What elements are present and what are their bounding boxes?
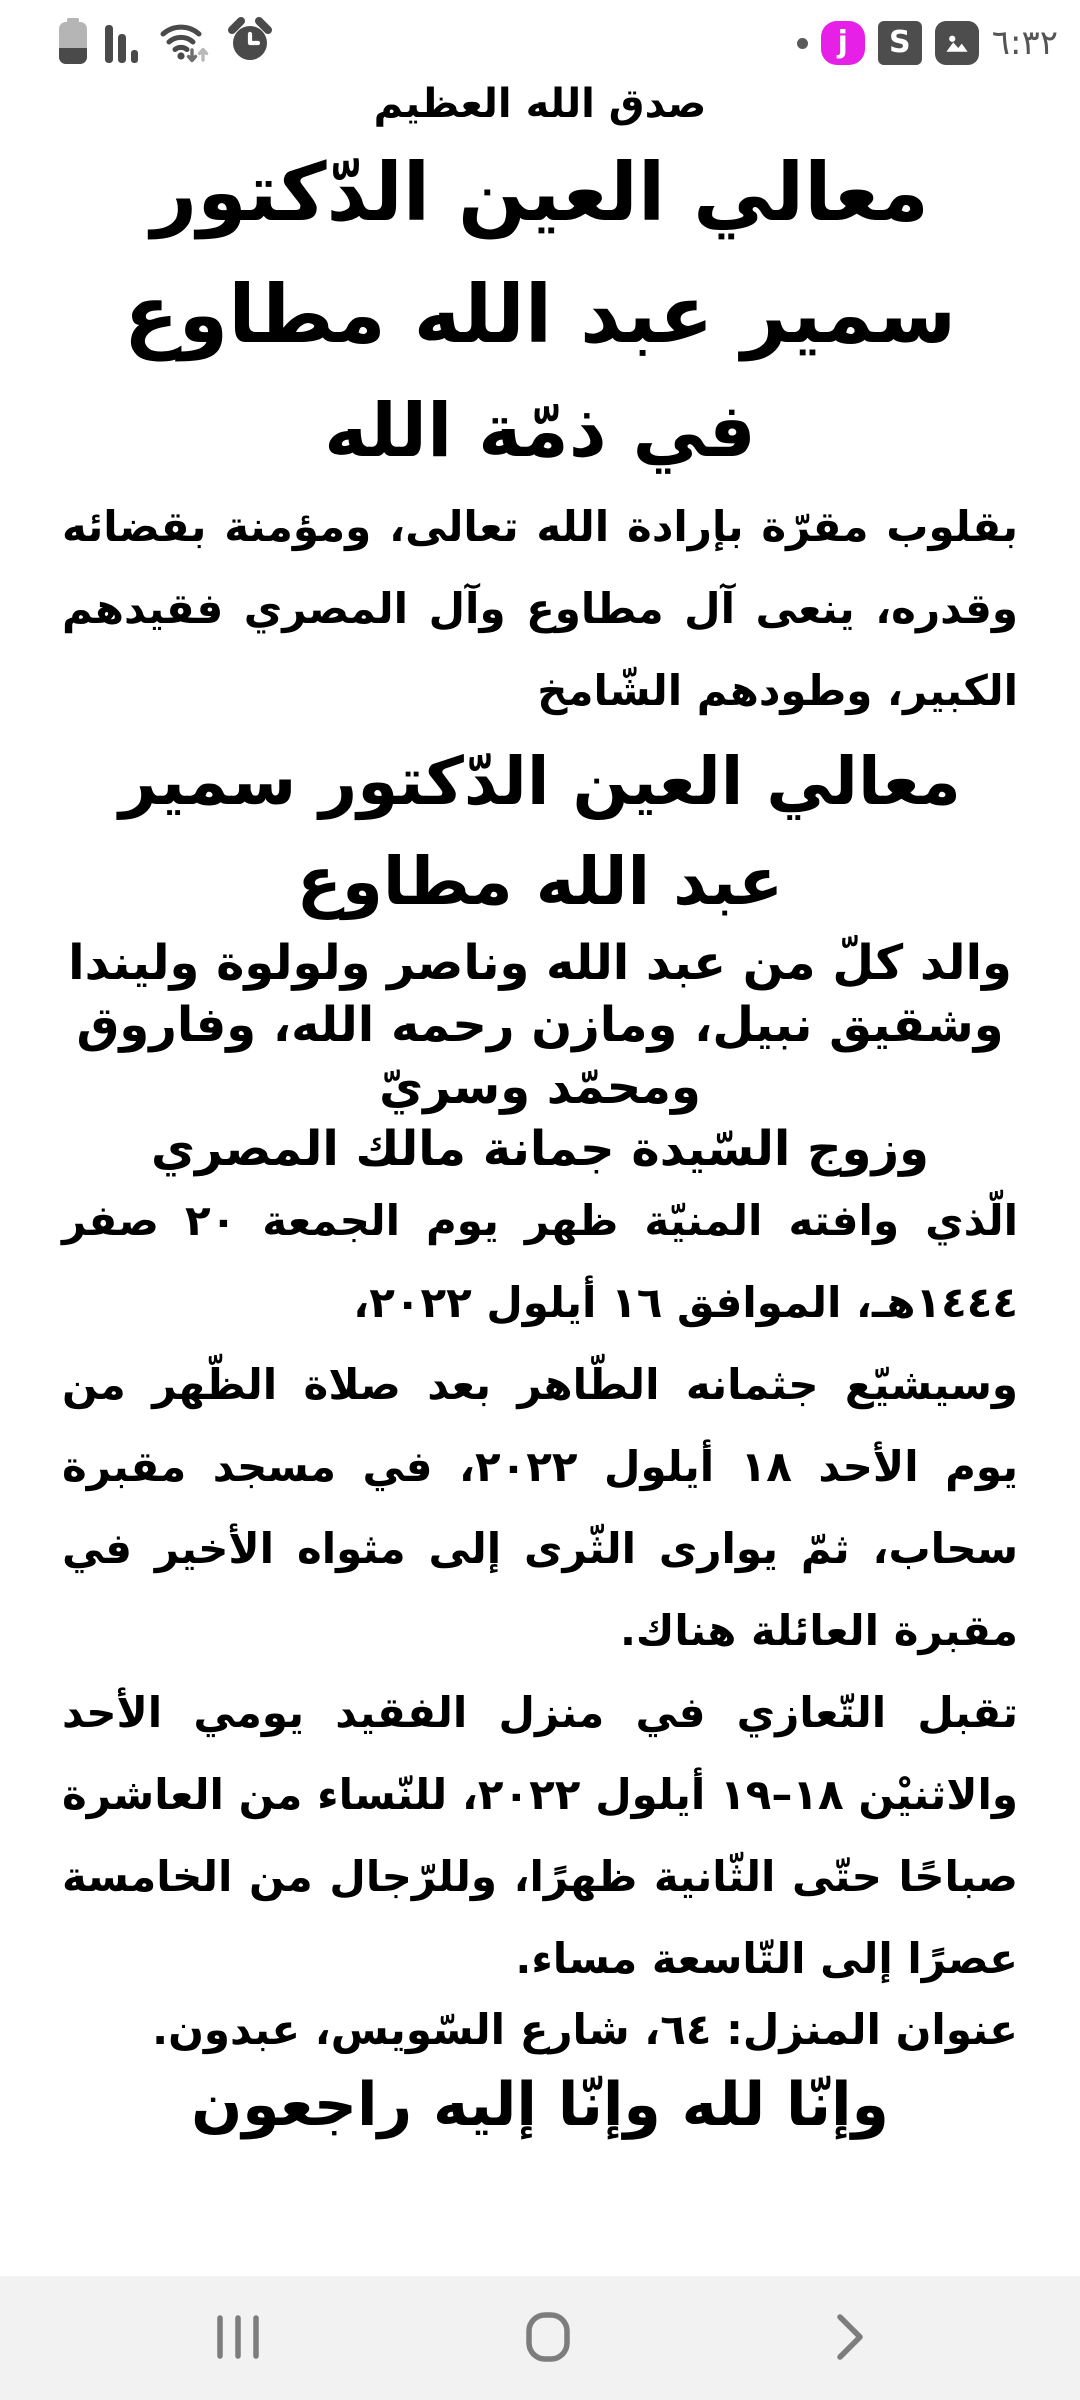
battery-icon — [56, 17, 90, 69]
home-button[interactable] — [525, 2311, 571, 2366]
android-navigation-bar — [0, 2276, 1080, 2400]
death-date-paragraph: الّذي وافته المنيّة ظهر يوم الجمعة ٢٠ صفر ١٤٤٤هـ، الموافق ١٦ أيلول ٢٠٢٢، — [62, 1196, 1018, 1327]
recents-icon — [212, 2313, 264, 2364]
status-bar-left-icons — [56, 17, 274, 69]
back-chevron-icon — [832, 2312, 868, 2365]
document-scroll-area[interactable] — [0, 76, 1080, 2276]
alarm-icon — [226, 17, 274, 69]
announcement-paragraph: بقلوب مقرّة بإرادة الله تعالى، ومؤمنة بقضائه وقدره، ينعى آل مطاوع وآل المصري فقيدهم الكبير، وطودهم الشّامخ — [62, 502, 1018, 715]
status-bar-right — [793, 21, 1060, 65]
gallery-notification-icon — [935, 21, 979, 65]
home-address-line: عنوان المنزل: ٦٤، شارع السّويس، عبدون. — [152, 2005, 1018, 2054]
funeral-details-paragraph: وسيشيّع جثمانه الطّاهر بعد صلاة الظّهر من يوم الأحد ١٨ أيلول ٢٠٢٢، في مسجد مقبرة سحاب، ثمّ يوارى الثّرى إلى مثواه الأخير في مقبرة العائلة هناك. — [62, 1360, 1018, 1655]
closing-verse-line: وإنّا لله وإنّا إليه راجعون — [191, 2070, 889, 2140]
back-button[interactable] — [832, 2312, 868, 2365]
in-gods-care-heading: في ذمّة الله — [324, 388, 756, 474]
j-badge-letter: j — [837, 25, 848, 60]
condolences-schedule-paragraph: تقبل التّعازي في منزل الفقيد يومي الأحد والاثنيْن ١٨–١٩ أيلول ٢٠٢٢، للنّساء من العاشرة صباحًا حتّى الثّانية ظهرًا، وللرّجال من الخامسة عصرًا إلى التّاسعة مساء. — [62, 1688, 1018, 1983]
relation-line-siblings: وشقيق نبيل، ومازن رحمه الله، وفاروق ومحمّد وسريّ — [76, 997, 1004, 1115]
status-clock: ٦:٣٢ — [991, 23, 1058, 63]
s-badge-letter: S — [888, 25, 911, 60]
notification-dot-icon — [797, 38, 808, 49]
deceased-name-heading: معالي العين الدّكتور سمير عبد الله مطاوع — [119, 743, 961, 920]
relation-line-spouse: وزوج السّيدة جمانة مالك المصري — [151, 1121, 929, 1177]
s-app-badge-icon — [878, 21, 922, 65]
status-bar — [0, 0, 1080, 76]
j-app-badge-icon — [821, 21, 865, 65]
home-icon — [525, 2311, 571, 2366]
quran-attestation-line: صدق الله العظيم — [373, 81, 707, 127]
deceased-title-heading: معالي العين الدّكتور سمير عبد الله مطاوع — [123, 146, 957, 361]
wifi-icon — [158, 17, 212, 69]
recents-button[interactable] — [212, 2313, 264, 2364]
cell-signal-icon — [104, 17, 144, 69]
relation-line-children: والد كلّ من عبد الله وناصر ولولوة وليندا — [68, 935, 1012, 991]
